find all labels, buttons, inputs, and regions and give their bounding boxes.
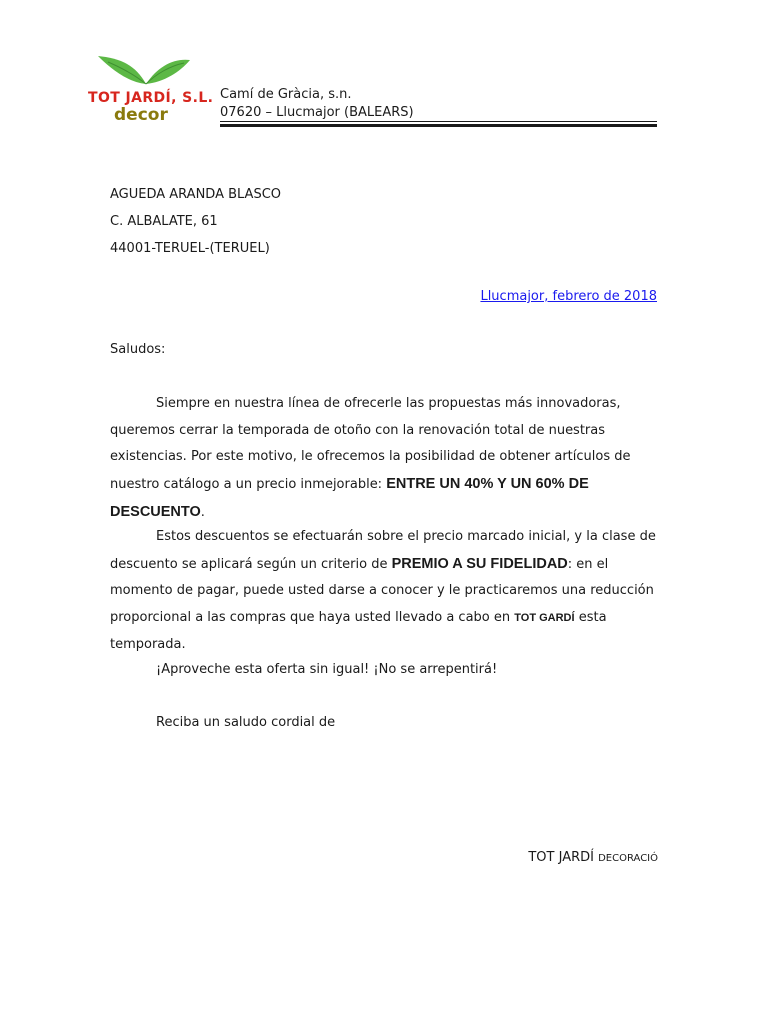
header-rule-thin [220,121,657,122]
paragraph-offer-text: Siempre en nuestra línea de ofrecerle las propuestas más innovadoras, queremos cerrar la temporada de otoño con la renovación total de nuestras existencias. Por este motivo, le ofrecemos la posibilidad de obtener artículos de nuestro catálogo a un precio inmejorable: [110,396,631,493]
recipient-name: AGUEDA ARANDA BLASCO [110,187,282,202]
paragraph-closing [110,710,658,737]
paragraph-loyalty-end: esta temporada. [110,610,607,652]
leaf-logo-icon [86,52,210,92]
recipient-block [110,181,281,262]
date-link[interactable]: Llucmajor, febrero de 2018 [480,289,657,304]
signature [528,850,658,865]
header-rule-thick [220,124,657,127]
loyalty-highlight: PREMIO A SU FIDELIDAD [391,555,568,572]
paragraph-loyalty [110,524,658,659]
recipient-city: 44001-TERUEL-(TERUEL) [110,241,270,256]
call-to-action-text: ¡Aproveche esta oferta sin igual! ¡No se arrepentirá! [156,662,498,677]
discount-highlight: ENTRE UN 40% Y UN 60% DE DESCUENTO [110,476,589,520]
address-line-2: 07620 – Llucmajor (BALEARS) [220,105,414,120]
logo-name: TOT JARDÍ, S.L. [88,90,214,106]
paragraph-loyalty-mid: : en el momento de pagar, puede usted darse a conocer y le practicaremos una reducción proporcional a las compras que haya usted llevado a cabo en [110,556,654,626]
sender-address [220,86,414,122]
recipient-street: C. ALBALATE, 61 [110,214,218,229]
address-line-1: Camí de Gràcia, s.n. [220,87,352,102]
paragraph-offer [110,391,658,527]
logo-subtitle: decor [114,105,168,125]
paragraph-loyalty-text: Estos descuentos se efectuarán sobre el precio marcado inicial, y la clase de descuento se aplicará según un criterio de [110,529,656,572]
closing-text: Reciba un saludo cordial de [156,715,336,730]
greeting: Saludos: [110,342,166,357]
paragraph-offer-end: . [200,504,205,520]
signature-small: DECORACIÓ [598,853,658,864]
signature-main: TOT JARDÍ [528,850,594,865]
paragraph-call-to-action [110,657,658,684]
brand-mention: TOT GARDÍ [514,612,575,625]
